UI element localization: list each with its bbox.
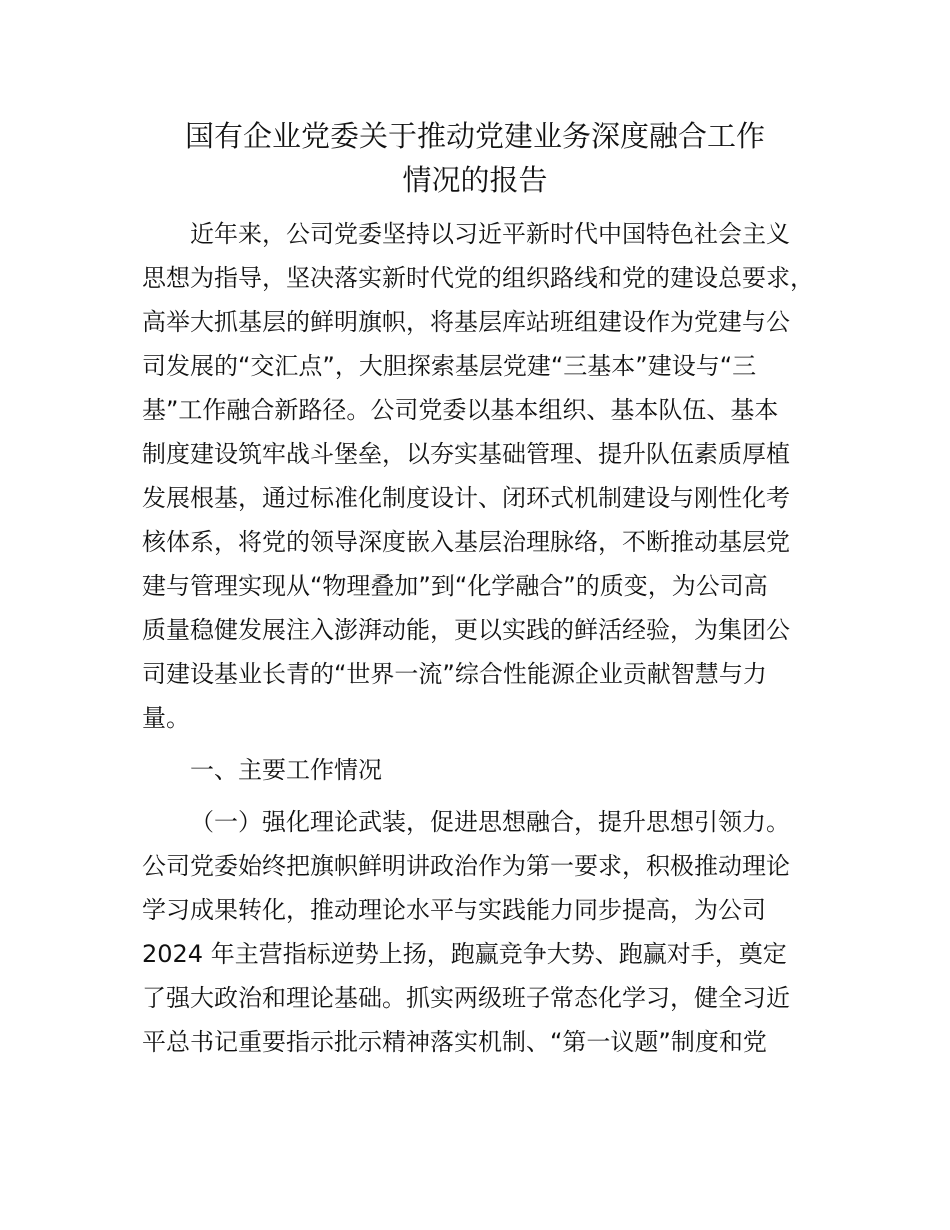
subsection-paragraph-line: 了强大政治和理论基础。抓实两级班子常态化学习，健全习近 <box>142 984 790 1012</box>
intro-paragraph-line: 司建设基业长青的“世界一流”综合性能源企业贡献智慧与力 <box>142 660 767 688</box>
intro-paragraph-line: 建与管理实现从“物理叠加”到“化学融合”的质变，为公司高 <box>142 572 768 600</box>
document-title-line-1: 国有企业党委关于推动党建业务深度融合工作 <box>184 119 765 153</box>
intro-paragraph-line: 制度建设筑牢战斗堡垒，以夯实基础管理、提升队伍素质厚植 <box>142 440 790 468</box>
intro-paragraph-line: 思想为指导，坚决落实新时代党的组织路线和党的建设总要求， <box>142 264 814 292</box>
document-title-line-2: 情况的报告 <box>402 163 548 197</box>
intro-paragraph-line: 质量稳健发展注入澎湃动能，更以实践的鲜活经验，为集团公 <box>142 616 790 644</box>
intro-paragraph-line: 核体系，将党的领导深度嵌入基层治理脉络，不断推动基层党 <box>142 528 790 556</box>
section-heading: 一、主要工作情况 <box>190 756 382 784</box>
intro-paragraph-line: 司发展的“交汇点”，大胆探索基层党建“三基本”建设与“三 <box>142 352 757 380</box>
intro-paragraph-line: 发展根基，通过标准化制度设计、闭环式机制建设与刚性化考 <box>142 484 790 512</box>
subsection-heading-line: （一）强化理论武装，促进思想融合，提升思想引领力。 <box>190 808 790 836</box>
subsection-paragraph-line: 学习成果转化，推动理论水平与实践能力同步提高，为公司 <box>142 896 766 924</box>
intro-paragraph-line: 量。 <box>142 704 190 732</box>
subsection-paragraph-line: 公司党委始终把旗帜鲜明讲政治作为第一要求，积极推动理论 <box>142 852 790 880</box>
intro-paragraph-line: 高举大抓基层的鲜明旗帜，将基层库站班组建设作为党建与公 <box>142 308 790 336</box>
intro-paragraph-line: 近年来，公司党委坚持以习近平新时代中国特色社会主义 <box>190 220 790 248</box>
subsection-paragraph-line: 平总书记重要指示批示精神落实机制、“第一议题”制度和党 <box>142 1028 767 1056</box>
intro-paragraph-line: 基”工作融合新路径。公司党委以基本组织、基本队伍、基本 <box>142 396 779 424</box>
subsection-paragraph-line: 2024 年主营指标逆势上扬，跑赢竞争大势、跑赢对手，奠定 <box>142 940 787 968</box>
